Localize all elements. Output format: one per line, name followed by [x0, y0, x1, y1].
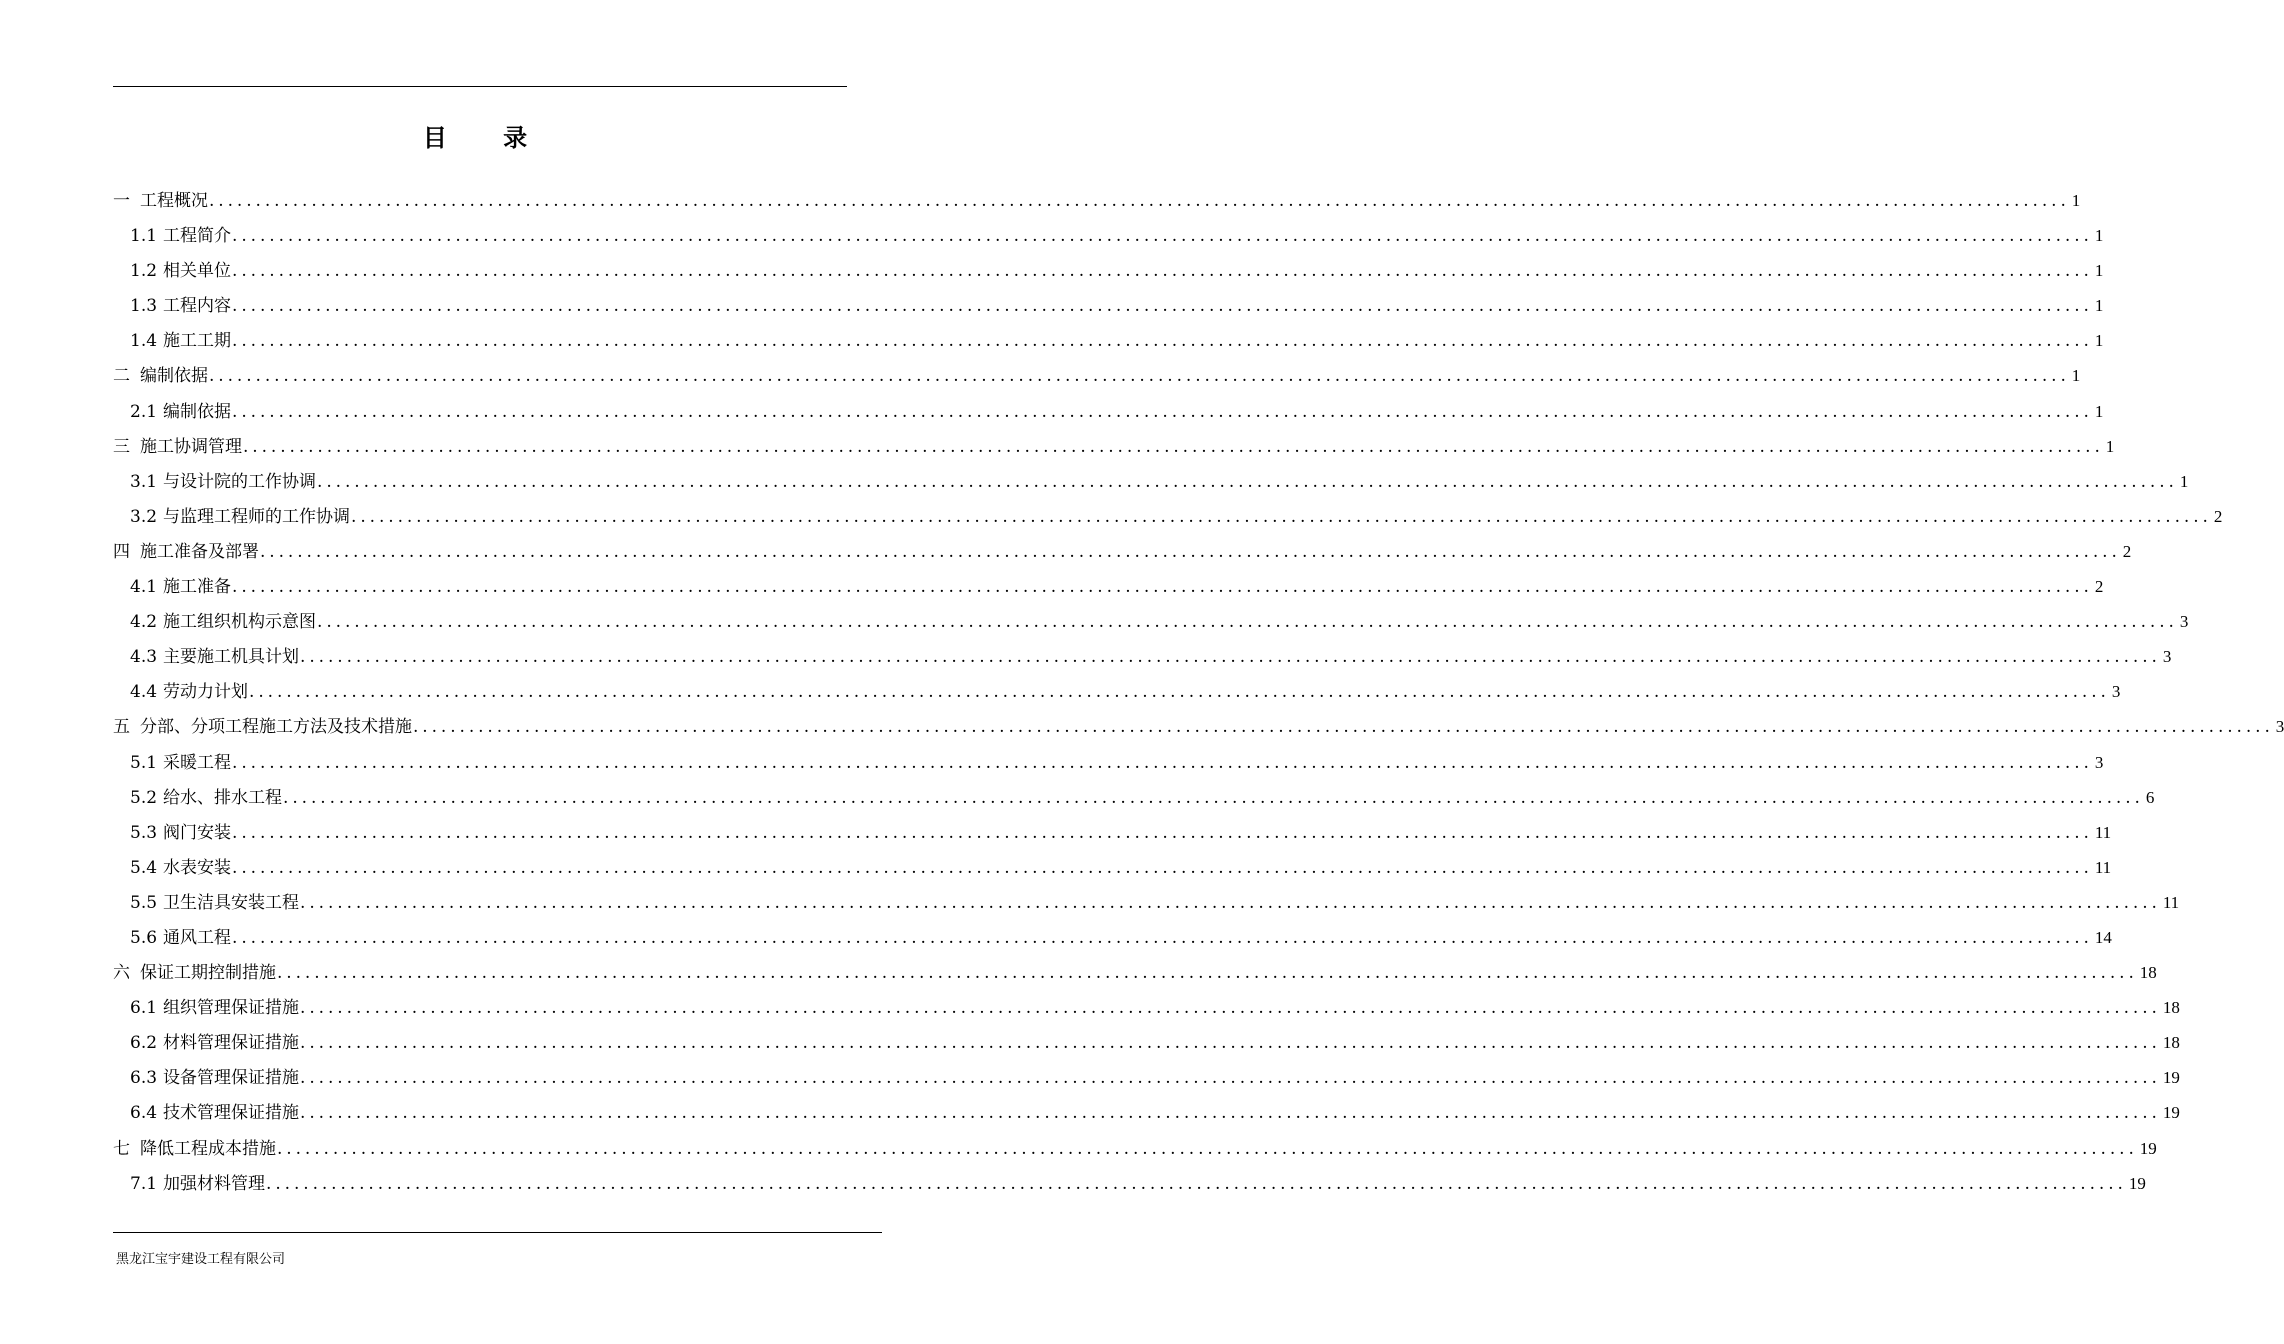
toc-leader-dots: ........................................................................................................................................................................................................	[283, 787, 2144, 808]
toc-entry-title: 降低工程成本措施	[140, 1138, 276, 1159]
toc-leader-dots: ........................................................................................................................................................................................................	[232, 857, 2093, 878]
toc-entry-number: 四	[113, 541, 130, 562]
toc-leader-dots: ........................................................................................................................................................................................................	[300, 1103, 2161, 1124]
toc-entry[interactable]	[113, 291, 2104, 326]
toc-entry-title: 分部、分项工程施工方法及技术措施	[140, 717, 412, 738]
toc-entry-page: 19	[2162, 1068, 2180, 1088]
toc-entry-page: 3	[2162, 647, 2172, 667]
toc-entry-page: 2	[2094, 577, 2104, 597]
toc-entry-page: 3	[2111, 682, 2121, 702]
toc-leader-dots: ........................................................................................................................................................................................................	[413, 717, 2274, 738]
toc-entry-page: 1	[2094, 331, 2104, 351]
toc-entry[interactable]	[113, 186, 2081, 221]
toc-leader-dots: ........................................................................................................................................................................................................	[209, 366, 2070, 387]
toc-entry[interactable]	[113, 326, 2104, 361]
toc-entry-title: 采暖工程	[163, 752, 232, 773]
toc-entry-title: 工程概况	[140, 191, 208, 211]
toc-entry[interactable]	[113, 993, 2180, 1028]
toc-entry-title: 阀门安装	[163, 822, 232, 843]
toc-entry-page: 18	[2139, 963, 2157, 983]
toc-leader-dots: ........................................................................................................................................................................................................	[300, 1033, 2161, 1054]
toc-entry-number: 7.1	[130, 1173, 158, 1194]
toc-entry-page: 11	[2162, 892, 2180, 912]
toc-entry-number: 5.1	[130, 752, 158, 773]
toc-entry[interactable]	[113, 361, 2081, 396]
toc-entry-number: 3.1	[130, 471, 158, 492]
toc-entry[interactable]	[113, 397, 2104, 432]
toc-entry-title: 保证工期控制措施	[140, 963, 276, 984]
toc-entry[interactable]	[113, 748, 2104, 783]
toc-entry[interactable]	[113, 1098, 2180, 1133]
toc-entry-page: 1	[2179, 471, 2189, 491]
toc-leader-dots: ........................................................................................................................................................................................................	[232, 752, 2093, 773]
page-title: 目 录	[422, 123, 552, 152]
toc-entry[interactable]	[113, 818, 2112, 853]
toc-entry-number: 1.4	[130, 331, 158, 352]
footer-rule	[113, 1232, 882, 1233]
toc-leader-dots: ........................................................................................................................................................................................................	[232, 577, 2093, 598]
toc-entry-number: 4.2	[130, 612, 158, 633]
toc-entry[interactable]	[113, 467, 2189, 502]
toc-entry-number: 2.1	[130, 401, 158, 422]
toc-entry-title: 材料管理保证措施	[163, 1033, 300, 1054]
toc-leader-dots: ........................................................................................................................................................................................................	[300, 647, 2161, 668]
toc-entry[interactable]	[113, 572, 2104, 607]
toc-leader-dots: ........................................................................................................................................................................................................	[209, 191, 2070, 211]
toc-entry-number: 1.2	[130, 261, 158, 282]
toc-entry-page: 6	[2145, 787, 2155, 807]
toc-entry-number: 5.4	[130, 857, 158, 878]
toc-entry[interactable]	[113, 537, 2132, 572]
toc-entry-number: 6.4	[130, 1103, 158, 1124]
toc-entry-title: 施工组织机构示意图	[163, 612, 317, 633]
toc-entry[interactable]	[113, 221, 2104, 256]
toc-entry-page: 19	[2139, 1138, 2157, 1158]
toc-entry-title: 加强材料管理	[163, 1173, 266, 1194]
toc-entry[interactable]	[113, 712, 2284, 747]
toc-entry[interactable]	[113, 642, 2172, 677]
toc-entry-number: 5.3	[130, 822, 158, 843]
toc-entry-page: 11	[2094, 857, 2112, 877]
toc-entry-title: 与监理工程师的工作协调	[163, 506, 351, 527]
toc-entry-title: 水表安装	[163, 857, 232, 878]
toc-entry-page: 3	[2179, 612, 2189, 632]
toc-entry-number: 4.3	[130, 647, 158, 668]
toc-entry-title: 施工协调管理	[140, 436, 242, 457]
toc-entry-number: 1.1	[130, 226, 158, 247]
toc-entry-number: 5.5	[130, 892, 158, 913]
toc-entry-title: 主要施工机具计划	[163, 647, 300, 668]
toc-entry-page: 3	[2275, 717, 2284, 737]
toc-leader-dots: ........................................................................................................................................................................................................	[232, 401, 2093, 422]
toc-leader-dots: ........................................................................................................................................................................................................	[232, 331, 2093, 352]
toc-entry[interactable]	[113, 1169, 2146, 1204]
toc-entry[interactable]	[113, 853, 2112, 888]
toc-entry[interactable]	[113, 1134, 2157, 1169]
toc-entry-title: 组织管理保证措施	[163, 998, 300, 1019]
toc-entry-page: 1	[2105, 436, 2115, 456]
toc-entry-title: 施工准备及部署	[140, 541, 259, 562]
toc-entry[interactable]	[113, 677, 2121, 712]
toc-leader-dots: ........................................................................................................................................................................................................	[300, 1068, 2161, 1089]
toc-entry-title: 施工工期	[163, 331, 232, 352]
header-rule	[113, 86, 847, 87]
toc-leader-dots: ........................................................................................................................................................................................................	[277, 1138, 2138, 1159]
toc-entry-title: 施工准备	[163, 577, 232, 598]
toc-leader-dots: ........................................................................................................................................................................................................	[300, 892, 2161, 913]
toc-entry-page: 18	[2162, 998, 2180, 1018]
toc-leader-dots: ........................................................................................................................................................................................................	[232, 822, 2093, 843]
toc-leader-dots: ........................................................................................................................................................................................................	[232, 296, 2093, 317]
toc-entry-page: 1	[2094, 296, 2104, 316]
toc-entry[interactable]	[113, 432, 2115, 467]
toc-entry-number: 6.1	[130, 998, 158, 1019]
toc-entry-title: 设备管理保证措施	[163, 1068, 300, 1089]
toc-entry-number: 六	[113, 963, 130, 984]
toc-entry-title: 劳动力计划	[163, 682, 249, 703]
toc-entry-number: 6.2	[130, 1033, 158, 1054]
toc-entry-page: 1	[2094, 401, 2104, 421]
toc-entry-number: 一	[113, 191, 130, 211]
toc-entry-title: 与设计院的工作协调	[163, 471, 317, 492]
toc-entry[interactable]	[113, 783, 2155, 818]
toc-entry-title: 技术管理保证措施	[163, 1103, 300, 1124]
toc-entry-page: 18	[2162, 1033, 2180, 1053]
toc-entry-title: 编制依据	[163, 401, 232, 422]
toc-entry-title: 工程简介	[163, 226, 232, 247]
toc-entry[interactable]	[113, 888, 2180, 923]
toc-leader-dots: ........................................................................................................................................................................................................	[266, 1173, 2127, 1194]
toc-entry-page: 19	[2162, 1103, 2180, 1123]
toc-entry-page: 19	[2128, 1173, 2146, 1193]
toc-entry-page: 1	[2094, 226, 2104, 246]
toc-entry-page: 2	[2122, 541, 2132, 561]
toc-entry[interactable]	[113, 923, 2112, 958]
footer-company: 黑龙江宝宇建设工程有限公司	[116, 1252, 286, 1267]
toc-entry-number: 五	[113, 717, 130, 738]
toc-entry-title: 给水、排水工程	[163, 787, 283, 808]
toc-entry-number: 3.2	[130, 506, 158, 527]
toc-leader-dots: ........................................................................................................................................................................................................	[260, 541, 2121, 562]
toc-entry-page: 14	[2094, 927, 2112, 947]
toc-entry-page: 1	[2094, 261, 2104, 281]
toc-entry-page: 2	[2213, 506, 2223, 526]
toc-entry-page: 1	[2071, 366, 2081, 386]
toc-leader-dots: ........................................................................................................................................................................................................	[232, 927, 2093, 948]
toc-entry-number: 5.2	[130, 787, 158, 808]
toc-entry-number: 三	[113, 436, 130, 457]
toc-entry-title: 工程内容	[163, 296, 232, 317]
toc-leader-dots: ........................................................................................................................................................................................................	[300, 998, 2161, 1019]
table-of-contents	[113, 186, 2284, 1204]
toc-entry-number: 4.1	[130, 577, 158, 598]
toc-entry-number: 二	[113, 366, 130, 387]
toc-entry[interactable]	[113, 256, 2104, 291]
toc-entry-title: 相关单位	[163, 261, 232, 282]
toc-entry[interactable]	[113, 502, 2223, 537]
toc-entry-number: 1.3	[130, 296, 158, 317]
toc-entry[interactable]	[113, 958, 2157, 993]
toc-entry-title: 通风工程	[163, 927, 232, 948]
toc-leader-dots: ........................................................................................................................................................................................................	[317, 471, 2178, 492]
toc-leader-dots: ........................................................................................................................................................................................................	[351, 506, 2212, 527]
toc-leader-dots: ........................................................................................................................................................................................................	[232, 226, 2093, 247]
toc-entry-number: 5.6	[130, 927, 158, 948]
toc-leader-dots: ........................................................................................................................................................................................................	[249, 682, 2110, 703]
toc-entry-number: 6.3	[130, 1068, 158, 1089]
toc-entry[interactable]	[113, 1063, 2180, 1098]
toc-entry[interactable]	[113, 1028, 2180, 1063]
toc-entry-number: 七	[113, 1138, 130, 1159]
toc-entry[interactable]	[113, 607, 2189, 642]
toc-leader-dots: ........................................................................................................................................................................................................	[317, 612, 2178, 633]
toc-entry-page: 3	[2094, 752, 2104, 772]
toc-leader-dots: ........................................................................................................................................................................................................	[277, 963, 2138, 984]
toc-entry-page: 1	[2071, 191, 2081, 210]
toc-entry-number: 4.4	[130, 682, 158, 703]
toc-leader-dots: ........................................................................................................................................................................................................	[232, 261, 2093, 282]
toc-entry-title: 卫生洁具安装工程	[163, 892, 300, 913]
toc-entry-page: 11	[2094, 822, 2112, 842]
toc-entry-title: 编制依据	[140, 366, 208, 387]
toc-leader-dots: ........................................................................................................................................................................................................	[243, 436, 2104, 457]
